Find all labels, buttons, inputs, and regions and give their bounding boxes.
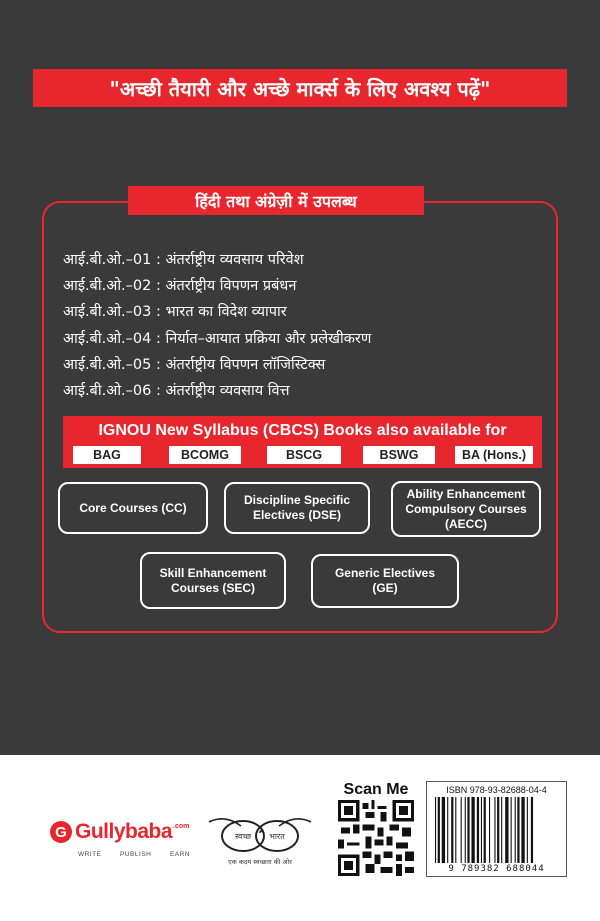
- course-type-aecc: [391, 481, 541, 537]
- barcode-bar: [442, 797, 445, 863]
- gullybaba-logo: [50, 820, 189, 844]
- scan-me-label: Scan Me: [343, 781, 409, 798]
- barcode-bar: [471, 797, 474, 863]
- course-item: आई.बी.ओ.–01 : अंतर्राष्ट्रीय व्यवसाय परिवेश: [63, 252, 304, 268]
- language-banner-text: हिंदी तथा अंग्रेज़ी में उपलब्ध: [195, 191, 357, 211]
- barcode-bar: [497, 797, 499, 863]
- barcode-bar: [517, 797, 519, 863]
- barcode-bar: [451, 797, 453, 863]
- barcode-bar: [435, 797, 436, 863]
- course-type-dse: [224, 482, 370, 534]
- barcode-bar: [521, 797, 524, 863]
- barcode-bar: [531, 797, 533, 863]
- tag-word: PUBLISH: [120, 851, 152, 858]
- tag-word: EARN: [169, 851, 190, 858]
- barcode-bar: [438, 797, 440, 863]
- course-type-label: Ability Enhancement Compulsory Courses (AECC): [405, 486, 527, 531]
- cbcs-title: IGNOU New Syllabus (CBCS) Books also available for: [98, 422, 507, 439]
- barcode-bar: [489, 797, 490, 863]
- course-item: आई.बी.ओ.–06 : अंतर्राष्ट्रीय व्यवसाय वित्त: [63, 382, 290, 399]
- barcode-bar: [494, 797, 495, 863]
- swachh-caption: एक कदम स्वच्छता की ओर: [228, 858, 292, 866]
- language-banner: [128, 186, 424, 215]
- programme-badge: BAG: [73, 446, 141, 464]
- tagline-banner: [33, 69, 567, 107]
- barcode-bar: [461, 797, 462, 863]
- course-list: [63, 247, 371, 404]
- barcode-bar: [447, 797, 448, 863]
- programme-badge: BA (Hons.): [455, 446, 533, 464]
- barcode-bar: [455, 797, 456, 863]
- barcode-bar: [467, 797, 469, 863]
- barcode-bar: [515, 797, 516, 863]
- isbn-barcode-box: [426, 781, 567, 877]
- barcode-bar: [505, 797, 508, 863]
- course-type-label: Generic Electives (GE): [334, 566, 436, 595]
- course-item: आई.बी.ओ.–05 : अंतर्राष्ट्रीय विपणन लॉजिस्टिक्स: [63, 356, 326, 373]
- barcode-bar: [484, 797, 486, 863]
- course-type-cc: [58, 482, 208, 534]
- course-type-label: Skill Enhancement Courses (SEC): [159, 565, 267, 595]
- isbn-label: ISBN 978-93-82688-04-4: [446, 785, 547, 795]
- programme-badge: BSCG: [267, 446, 341, 464]
- tagline-text: "अच्छी तैयारी और अच्छे मार्क्स के लिए अवश्य पढ़ें": [109, 76, 491, 101]
- barcode-bar: [477, 797, 479, 863]
- swachh-right-text: भारत: [269, 832, 285, 841]
- course-item: आई.बी.ओ.–03 : भारत का विदेश व्यापार: [63, 304, 287, 321]
- programme-badge: BSWG: [363, 446, 435, 464]
- programme-badge: BCOMG: [169, 446, 241, 464]
- qr-code-icon: [338, 800, 414, 876]
- swachh-left-text: स्वच्छ: [234, 832, 252, 841]
- course-type-sec: [140, 552, 286, 609]
- barcode-bar: [527, 797, 528, 863]
- course-item: आई.बी.ओ.–02 : अंतर्राष्ट्रीय विपणन प्रबंधन: [63, 278, 297, 295]
- course-type-label: Discipline Specific Electives (DSE): [243, 493, 351, 522]
- course-type-ge: [311, 554, 459, 608]
- barcode-bar: [501, 797, 502, 863]
- gullybaba-suffix: .com: [173, 823, 190, 830]
- barcode-bar: [465, 797, 466, 863]
- gullybaba-name: Gullybaba: [75, 820, 173, 843]
- tag-word: WRITE: [78, 851, 102, 858]
- course-type-label: Core Courses (CC): [79, 500, 187, 515]
- cbcs-banner: [63, 416, 542, 468]
- course-item: आई.बी.ओ.–04 : निर्यात–आयात प्रक्रिया और प्रलेखीकरण: [63, 330, 372, 347]
- barcode-bar: [481, 797, 482, 863]
- gullybaba-g-icon: G: [50, 821, 72, 843]
- barcode-icon: [433, 797, 562, 863]
- isbn-digits: 9 789382 688044: [448, 864, 545, 874]
- barcode-bar: [511, 797, 512, 863]
- gullybaba-tagline: [78, 851, 190, 858]
